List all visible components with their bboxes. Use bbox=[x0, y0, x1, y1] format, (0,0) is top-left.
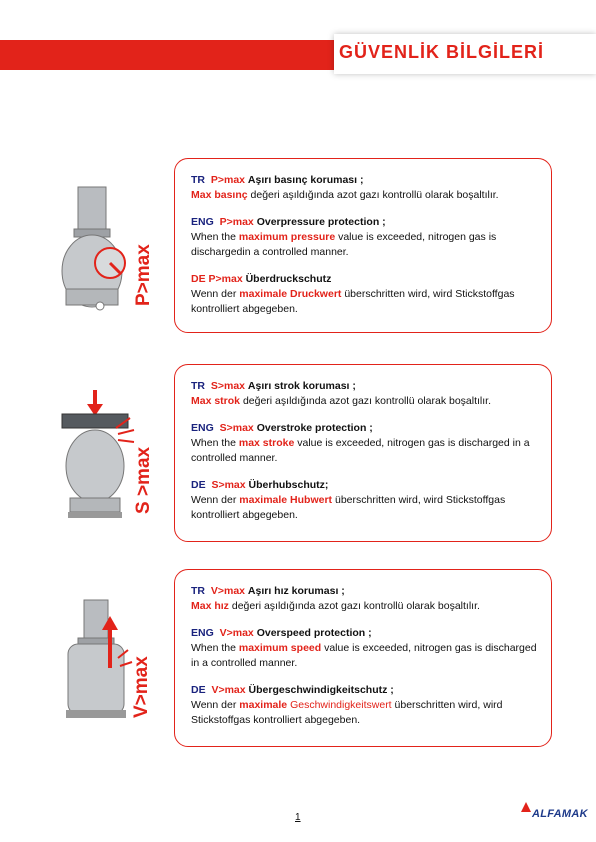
page-title: GÜVENLİK BİLGİLERİ bbox=[338, 42, 544, 62]
de-paragraph: DE V>max Übergeschwindigkeitschutz ; Wenn der maximale Geschwindigkeitswert überschritten wird, wird Stickstoffgas kontrolliert abgegeben. bbox=[191, 684, 503, 726]
section-label-smax: S >max bbox=[133, 446, 154, 514]
tr-paragraph: TR S>max Aşırı strok koruması ; Max strok değeri aşıldığında azot gazı kontrollü olarak boşaltılır. bbox=[191, 380, 492, 407]
info-card-speed bbox=[174, 569, 552, 747]
section-label-vmax: V>max bbox=[131, 656, 152, 718]
en-paragraph: ENG P>max Overpressure protection ; When the maximum pressure value is exceeded, nitrogen gas is dischargedin a controlled manner. bbox=[191, 216, 497, 258]
brand-logo: ALFAMAK bbox=[532, 808, 588, 820]
en-paragraph: ENG V>max Overspeed protection ; When the maximum speed value is exceeded, nitrogen gas is discharged in a controlled manner. bbox=[191, 627, 537, 669]
de-paragraph: DE P>max Überdruckschutz Wenn der maximale Druckwert überschritten wird, wird Stickstoffgas kontrolliert abgegeben. bbox=[191, 273, 515, 315]
stroke-cylinder-illustration bbox=[58, 388, 138, 523]
section-label-pmax: P>max bbox=[133, 244, 154, 306]
pressure-cylinder-illustration bbox=[60, 185, 140, 320]
info-card-pressure bbox=[174, 158, 552, 333]
page-number: 1 bbox=[295, 812, 301, 823]
de-paragraph: DE S>max Überhubschutz; Wenn der maximale Hubwert überschritten wird, wird Stickstoffgas kontrolliert abgegeben. bbox=[191, 479, 506, 521]
logo-mark-icon bbox=[521, 802, 531, 812]
tr-paragraph: TR V>max Aşırı hız koruması ; Max hız değeri aşıldığında azot gazı kontrollü olarak boşaltılır. bbox=[191, 585, 480, 612]
tr-paragraph: TR P>max Aşırı basınç koruması ; Max basınç değeri aşıldığında azot gazı kontrollü olarak boşaltılır. bbox=[191, 174, 499, 201]
en-paragraph: ENG S>max Overstroke protection ; When the max stroke value is exceeded, nitrogen gas is discharged in a controlled manner. bbox=[191, 422, 530, 464]
info-card-stroke bbox=[174, 364, 552, 542]
speed-cylinder-illustration bbox=[62, 598, 142, 723]
